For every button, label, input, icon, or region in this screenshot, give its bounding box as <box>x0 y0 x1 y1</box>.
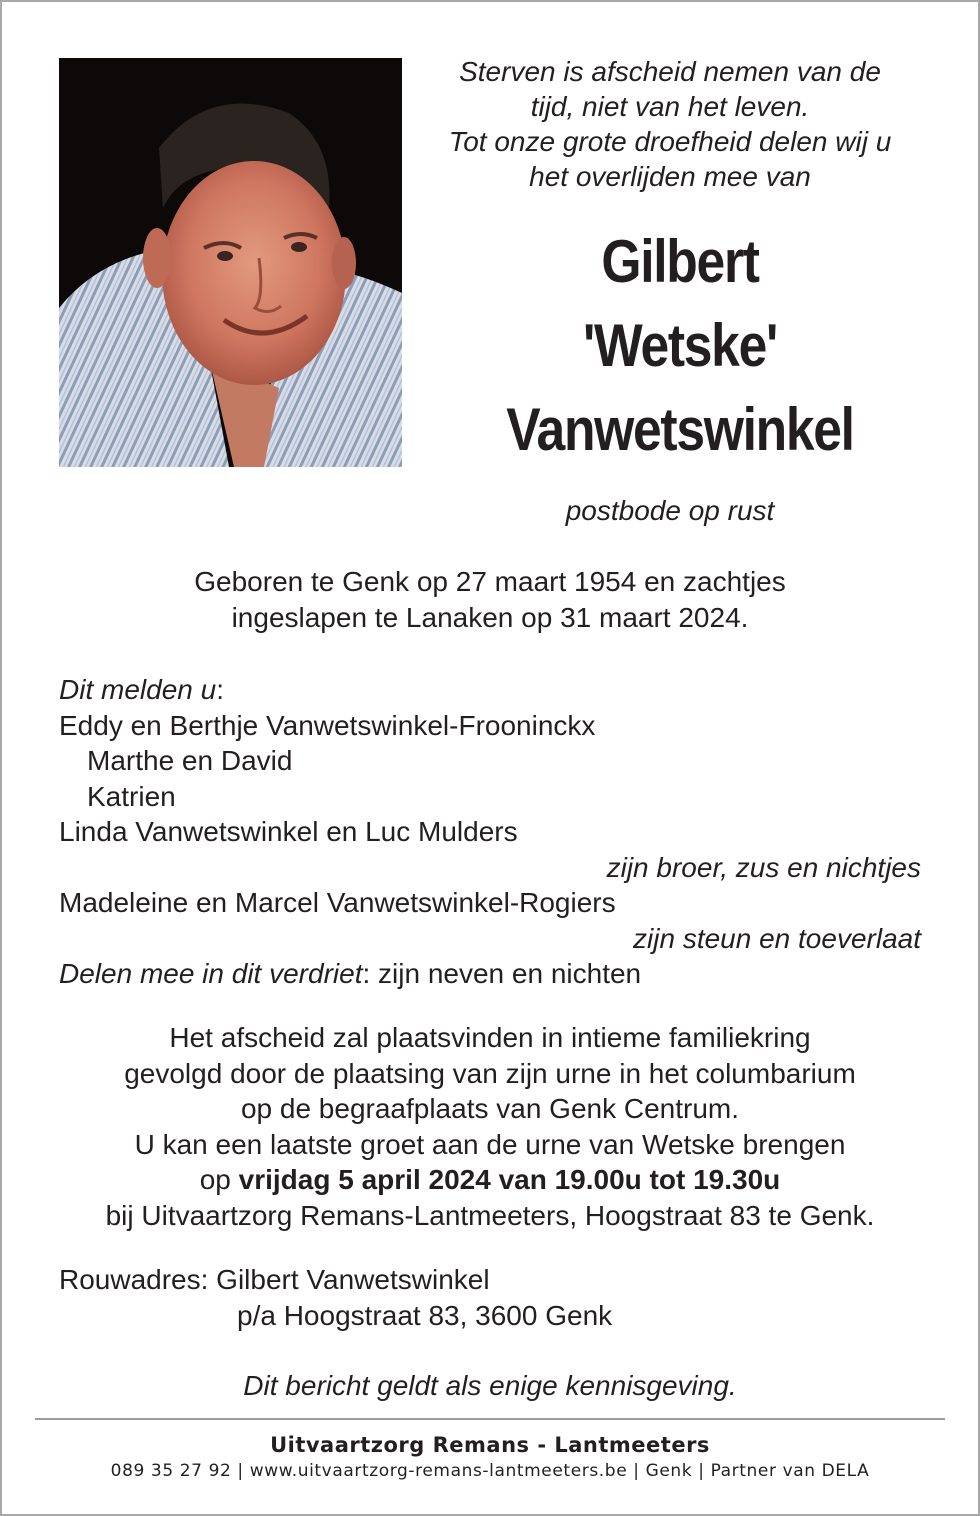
ceremony-line: gevolgd door de plaatsing van zijn urne in het columbarium <box>124 1057 856 1089</box>
birth-line: Geboren te Genk op 27 maart 1954 en zachtjes <box>194 566 786 597</box>
family-intro <box>59 672 921 708</box>
intro-line: Sterven is afscheid nemen van de <box>459 56 881 87</box>
occupation: postbode op rust <box>565 495 775 526</box>
divider <box>35 1418 945 1420</box>
notice-text: Dit bericht geldt als enige kennisgeving. <box>243 1370 737 1401</box>
family-intro-colon: : <box>216 674 224 705</box>
last-name: Vanwetswinkel <box>506 396 854 463</box>
ceremony-location: bij Uitvaartzorg Remans-Lantmeeters, Hoogstraat 83 te Genk. <box>105 1199 875 1231</box>
first-name: Gilbert <box>601 228 759 295</box>
family-member: Eddy en Berthje Vanwetswinkel-Frooninckx <box>59 709 596 741</box>
family-share <box>59 956 921 992</box>
family-relation: zijn steun en toeverlaat <box>633 922 921 954</box>
family-intro-label: Dit melden u <box>59 674 217 705</box>
intro-quote <box>410 54 930 194</box>
family-share-rest: : zijn neven en nichten <box>362 958 642 989</box>
death-line: ingeslapen te Lanaken op 31 maart 2024. <box>231 602 749 633</box>
intro-line: tijd, niet van het leven. <box>530 91 810 122</box>
ceremony-date-prefix: op <box>199 1164 239 1195</box>
family-member: Katrien <box>87 780 176 812</box>
family-share-label: Delen mee in dit verdriet <box>59 958 363 989</box>
ceremony-line: U kan een laatste groet aan de urne van Wetske brengen <box>134 1128 846 1160</box>
deceased-name <box>465 220 895 472</box>
birth-death-info <box>0 564 980 636</box>
family-member: Marthe en David <box>87 745 293 776</box>
ceremony-line: op de begraafplaats van Genk Centrum. <box>240 1093 740 1124</box>
ceremony-date <box>0 1162 980 1198</box>
ceremony-date-bold: vrijdag 5 april 2024 van 19.00u tot 19.30u <box>238 1164 781 1195</box>
family-list <box>59 672 921 992</box>
mourning-address <box>59 1262 612 1333</box>
funeral-home-contact: 089 35 27 92 | www.uitvaartzorg-remans-lantmeeters.be | Genk | Partner van DELA <box>110 1461 870 1481</box>
ceremony-info <box>0 1020 980 1233</box>
ceremony-line: Het afscheid zal plaatsvinden in intieme familiekring <box>169 1022 811 1053</box>
address-line: p/a Hoogstraat 83, 3600 Genk <box>237 1299 613 1331</box>
family-member: Linda Vanwetswinkel en Luc Mulders <box>59 816 518 847</box>
funeral-home-name: Uitvaartzorg Remans - Lantmeeters <box>270 1433 710 1457</box>
address-line: Rouwadres: Gilbert Vanwetswinkel <box>59 1264 490 1295</box>
family-relation: zijn broer, zus en nichtjes <box>606 851 921 883</box>
intro-line: Tot onze grote droefheid delen wij u <box>448 126 892 157</box>
family-member: Madeleine en Marcel Vanwetswinkel-Rogiers <box>59 887 616 918</box>
intro-line: het overlijden mee van <box>529 161 811 192</box>
nickname: 'Wetske' <box>583 312 777 379</box>
portrait-photo <box>59 58 402 467</box>
